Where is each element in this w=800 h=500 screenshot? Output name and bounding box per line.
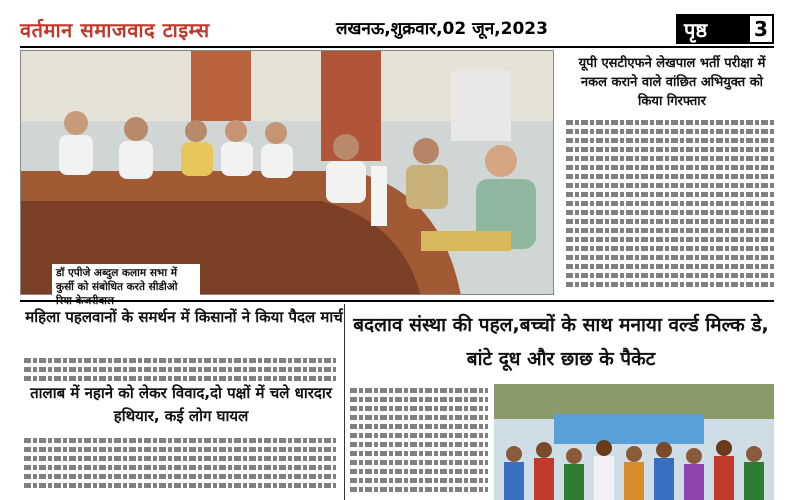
side-story-body bbox=[566, 116, 776, 296]
children-photo-illustration bbox=[494, 384, 774, 500]
photo-caption: डॉ एपीजे अब्दुल कलाम सभा में कुर्सी को संबोधित करते सीडीओ bbox=[52, 264, 200, 310]
page-number: 3 bbox=[748, 14, 774, 44]
page-label: पृष्ठ bbox=[676, 14, 758, 44]
story-body-milk-day bbox=[350, 384, 488, 500]
story-body-pond-dispute bbox=[24, 434, 336, 498]
children-photo bbox=[494, 384, 774, 500]
column-divider bbox=[344, 304, 345, 500]
meeting-photo bbox=[20, 50, 554, 295]
story-headline-farmers: महिला पहलवानों के समर्थन में किसानों ने किया पैदल मार्च bbox=[25, 308, 343, 326]
story-headline-pond-dispute: तालाब में नहाने को लेकर विवाद,दो पक्षों में चले धारदार हथियार, कई लोग घायल bbox=[30, 384, 332, 425]
header-rule bbox=[20, 46, 774, 48]
section-rule bbox=[20, 300, 774, 302]
dateline: लखनऊ,शुक्रवार,02 जून,2023 bbox=[336, 19, 548, 39]
side-story-headline: यूपी एसटीएफने लेखपाल भर्ती परीक्षा में नकल कराने वाले वांछित अभियुक्त को किया गिरफ्तार bbox=[578, 56, 766, 109]
newspaper-name: वर्तमान समाजवाद टाइम्स bbox=[20, 18, 210, 42]
story-headline-milk-day: बदलाव संस्था की पहल,बच्चों के साथ मनाया वर्ल्ड मिल्क डे, बांटे दूध और छाछ के पैकेट bbox=[353, 314, 769, 370]
meeting-photo-illustration bbox=[21, 51, 554, 295]
